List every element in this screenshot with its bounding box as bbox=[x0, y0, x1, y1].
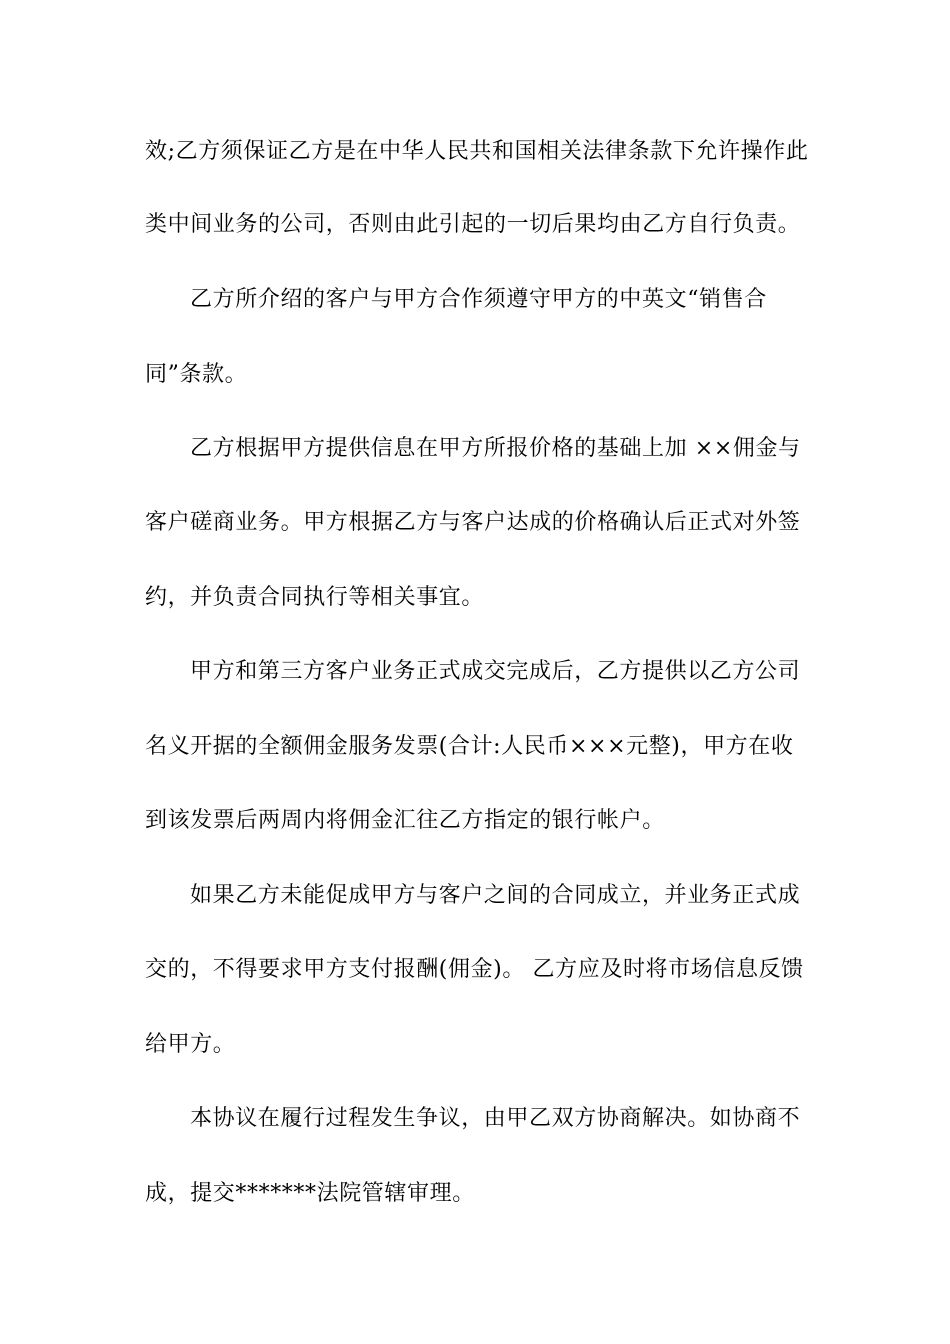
paragraph-start-line: 如果乙方未能促成甲方与客户之间的合同成立，并业务正式成 bbox=[190, 883, 801, 908]
paragraph-start-line: 本协议在履行过程发生争议，由甲乙双方协商解决。如协商不 bbox=[190, 1106, 801, 1131]
text-line: 客户磋商业务。甲方根据乙方与客户达成的价格确认后正式对外签 bbox=[145, 510, 801, 535]
text-line: 约，并负责合同执行等相关事宜。 bbox=[145, 585, 485, 610]
text-line: 成，提交*******法院管辖审理。 bbox=[145, 1181, 475, 1206]
text-line: 交的，不得要求甲方支付报酬(佣金)。 乙方应及时将市场信息反馈 bbox=[145, 957, 804, 982]
paragraph-start-line: 乙方所介绍的客户与甲方合作须遵守甲方的中英文“销售合 bbox=[190, 287, 767, 312]
text-line: 同”条款。 bbox=[145, 362, 248, 387]
paragraph-start-line: 乙方根据甲方提供信息在甲方所报价格的基础上加 ××佣金与 bbox=[190, 436, 801, 461]
text-line: 名义开据的全额佣金服务发票(合计:人民币×××元整)，甲方在收 bbox=[145, 734, 794, 759]
text-line: 给甲方。 bbox=[145, 1032, 236, 1057]
text-line: 效;乙方须保证乙方是在中华人民共和国相关法律条款下允许操作此 bbox=[145, 139, 809, 164]
text-line: 到该发票后两周内将佣金汇往乙方指定的银行帐户。 bbox=[145, 808, 665, 833]
text-line: 类中间业务的公司，否则由此引起的一切后果均由乙方自行负责。 bbox=[145, 212, 801, 237]
paragraph-start-line: 甲方和第三方客户业务正式成交完成后，乙方提供以乙方公司 bbox=[190, 659, 801, 684]
